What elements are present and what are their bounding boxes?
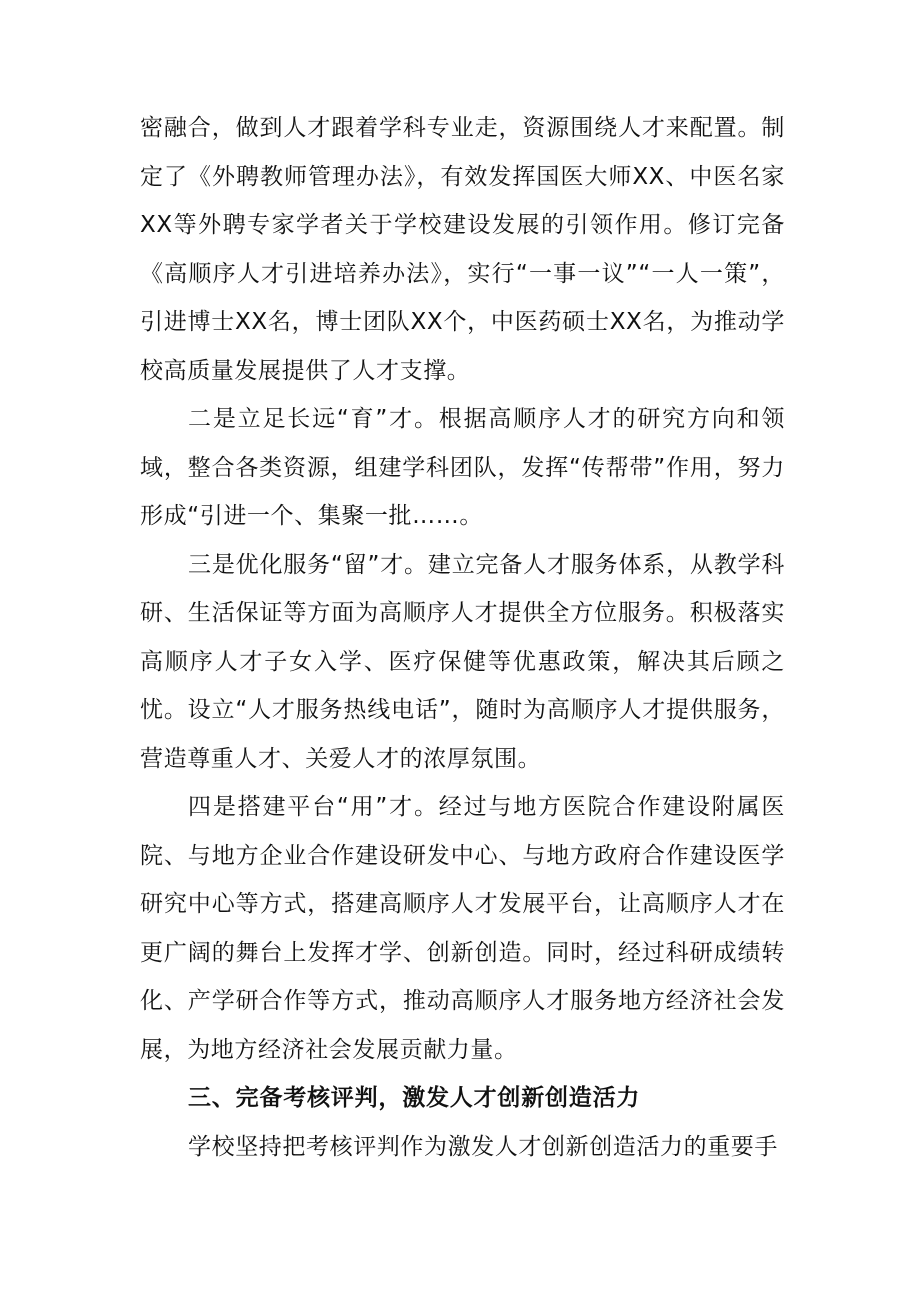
paragraph-retain-talent: 三是优化服务“留”才。建立完备人才服务体系，从教学科研、生活保证等方面为高顺序人才提供全方位服务。积极落实高顺序人才子女入学、医疗保健等优惠政策，解决其后顾之忧。设立“人才服务热线电话”，随时为高顺序人才提供服务，营造尊重人才、关爱人才的浓厚氛围。	[140, 551, 785, 772]
paragraph-cultivate-talent: 二是立足长远“育”才。根据高顺序人才的研究方向和领域，整合各类资源，组建学科团队，发挥“传帮带”作用，努力形成“引进一个、集聚一批……。	[140, 406, 785, 529]
paragraph-use-talent: 四是搭建平台“用”才。经过与地方医院合作建设附属医院、与地方企业合作建设研发中心、与地方政府合作建设医学研究中心等方式，搭建高顺序人才发展平台，让高顺序人才在更广阔的舞台上发挥才学、创新创造。同时，经过科研成绩转化、产学研合作等方式，推动高顺序人才服务地方经济社会发展，为地方经济社会发展贡献力量。	[140, 794, 785, 1063]
document-body	[140, 104, 785, 1171]
paragraph-continuation: 密融合，做到人才跟着学科专业走，资源围绕人才来配置。制定了《外聘教师管理办法》，有效发挥国医大师XX、中医名家XX等外聘专家学者关于学校建设发展的引领作用。修订完备《高顺序人才引进培养办法》，实行“一事一议”“一人一策”，引进博士XX名，博士团队XX个，中医药硕士XX名，为推动学校高质量发展提供了人才支撑。	[140, 115, 785, 384]
paragraph-evaluation: 学校坚持把考核评判作为激发人才创新创造活力的重要手	[188, 1133, 778, 1160]
section-heading: 三、完备考核评判，激发人才创新创造活力	[188, 1085, 641, 1111]
